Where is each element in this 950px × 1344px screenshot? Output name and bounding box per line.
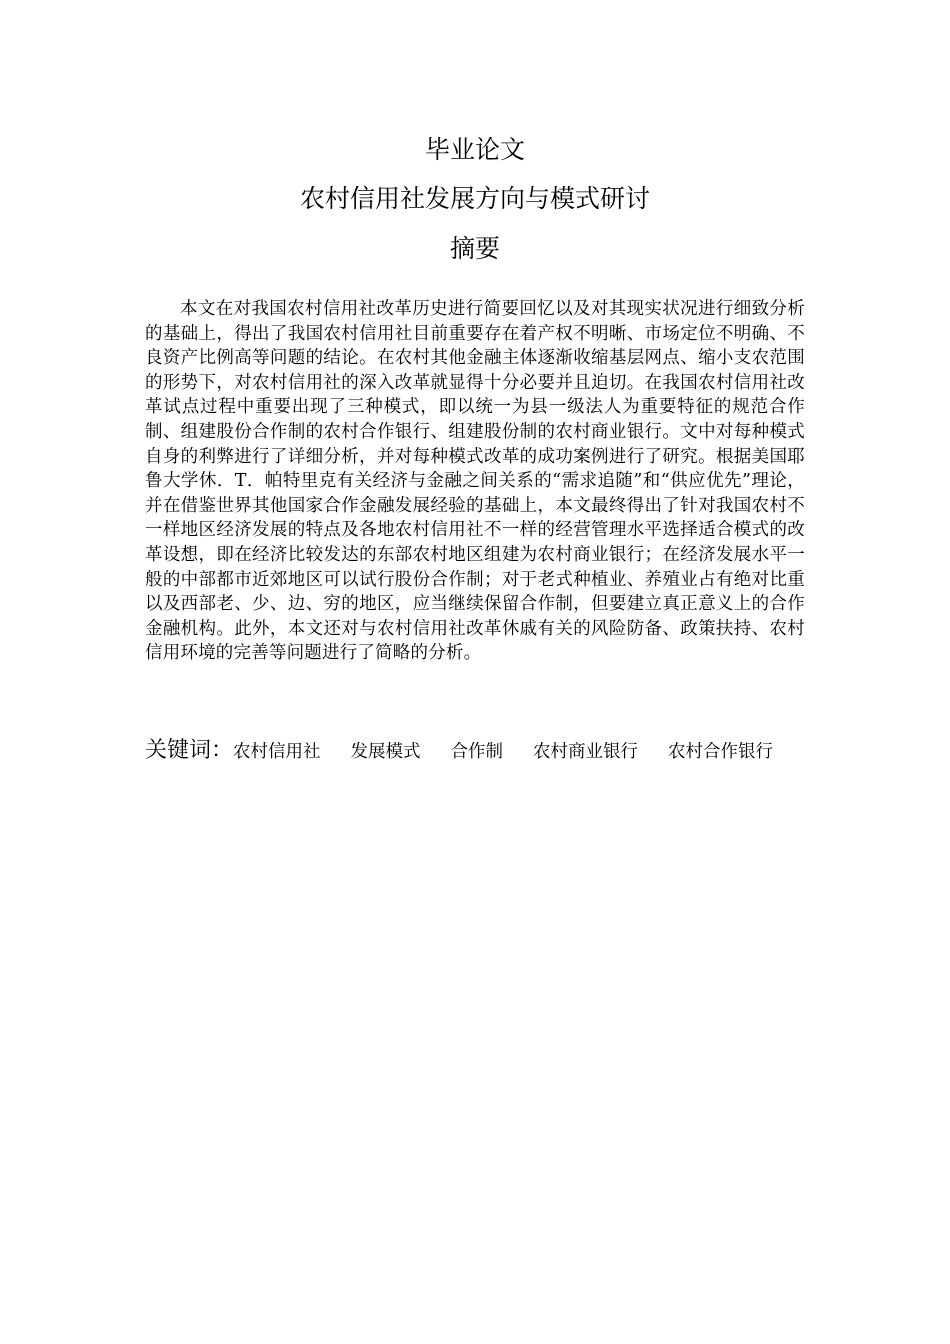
abstract-heading: 摘要 — [449, 234, 500, 263]
keyword-item: 发展模式 — [350, 742, 421, 762]
keywords-label: 关键词： — [145, 738, 234, 763]
keyword-item: 农村商业银行 — [533, 742, 639, 762]
keyword-item: 合作制 — [450, 742, 504, 762]
keyword-item: 农村合作银行 — [668, 742, 774, 762]
document-title: 农村信用社发展方向与模式研讨 — [299, 184, 650, 213]
keywords-line — [145, 734, 805, 769]
abstract-body: 本文在对我国农村信用社改革历史进行简要回忆以及对其现实状况进行细致分析的基础上，得出了我国农村信用社目前重要存在着产权不明晰、市场定位不明确、不良资产比例高等问题的结论。在农村其他金融主体逐渐收缩基层网点、缩小支农范围的形势下，对农村信用社的深入改革就显得十分必要并且迫切。在我国农村信用社改革试点过程中重要出现了三种模式，即以统一为县一级法人为重要特征的规范合作制、组建股份合作制的农村合作银行、组建股份制的农村商业银行。文中对每种模式自身的利弊进行了详细分析，并对每种模式改革的成功案例进行了研究。根据美国耶鲁大学休．T．帕特里克有关经济与金融之间关系的“需求追随”和“供应优先”理论，并在借鉴世界其他国家合作金融发展经验的基础上，本文最终得出了针对我国农村不一样地区经济发展的特点及各地农村信用社不一样的经营管理水平选择适合模式的改革设想，即在经济比较发达的东部农村地区组建为农村商业银行；在经济发展水平一般的中部都市近郊地区可以试行股份合作制；对于老式种植业、养殖业占有绝对比重以及西部老、少、边、穷的地区，应当继续保留合作制，但要建立真正意义上的合作金融机构。此外，本文还对与农村信用社改革休戚有关的风险防备、政策扶持、农村信用环境的完善等问题进行了简略的分析。 — [145, 299, 805, 664]
document-label: 毕业论文 — [424, 135, 525, 164]
keyword-item: 农村信用社 — [233, 742, 321, 762]
